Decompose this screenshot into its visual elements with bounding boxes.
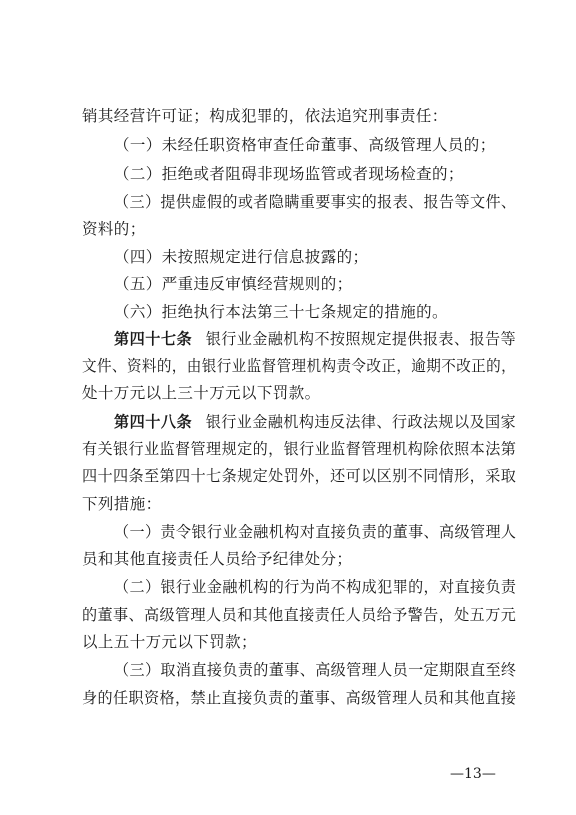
article-48-first-line: [114, 412, 516, 432]
text-line: [82, 494, 162, 514]
text-line-content: 有关银行业监督管理规定的，银行业监督管理机构除依照本法第: [82, 440, 517, 458]
list-item: [114, 577, 516, 597]
article-48-heading: 第四十八条: [114, 413, 193, 431]
list-item-text: （一）责令银行业金融机构对直接负责的董事、高级管理人: [114, 523, 517, 541]
text-line-content: 身的任职资格，禁止直接负责的董事、高级管理人员和其他直接: [82, 689, 517, 707]
text-line-content: 银行业金融机构不按照规定提供报表、报告等: [205, 330, 517, 348]
text-line: [82, 219, 146, 239]
text-line-content: 资料的；: [82, 220, 146, 238]
list-item-text: （二）银行业金融机构的行为尚不构成犯罪的，对直接负责: [114, 578, 517, 596]
list-item-text: （五）严重违反审慎经营规则的；: [114, 275, 353, 293]
text-line-content: 银行业金融机构违反法律、行政法规以及国家: [205, 413, 517, 431]
text-line-content: 处十万元以上三十万元以下罚款。: [82, 384, 321, 402]
text-line: [82, 466, 516, 486]
list-item-text: （三）取消直接负责的董事、高级管理人员一定期限直至终: [114, 661, 517, 679]
list-item-text: （六）拒绝执行本法第三十七条规定的措施的。: [114, 303, 448, 321]
list-item: [114, 164, 464, 184]
text-line-content: 的董事、高级管理人员和其他直接责任人员给予警告，处五万元: [82, 606, 517, 624]
list-item: [114, 522, 516, 542]
list-item: [114, 302, 448, 322]
text-line: [82, 439, 516, 459]
text-line-content: 下列措施：: [82, 495, 162, 513]
text-line-content: 销其经营许可证；构成犯罪的，依法追究刑事责任：: [82, 107, 448, 125]
list-item-text: （四）未按照规定进行信息披露的；: [114, 248, 369, 266]
text-line-content: 员和其他直接责任人员给予纪律处分；: [82, 550, 353, 568]
list-item: [114, 192, 516, 212]
text-line: [82, 383, 321, 403]
list-item: [114, 274, 353, 294]
list-item: [114, 660, 516, 680]
text-line-content: 文件、资料的，由银行业监督管理机构责令改正，逾期不改正的，: [82, 357, 517, 375]
article-47-heading: 第四十七条: [114, 330, 193, 348]
text-line: [82, 605, 516, 625]
text-line: [82, 106, 448, 126]
list-item-text: （二）拒绝或者阻碍非现场监管或者现场检查的；: [114, 165, 464, 183]
text-line: [82, 632, 257, 652]
list-item-text: （三）提供虚假的或者隐瞒重要事实的报表、报告等文件、: [114, 193, 517, 211]
text-line-content: 四十四条至第四十七条规定处罚外，还可以区别不同情形，采取: [82, 467, 517, 485]
list-item-text: （一）未经任职资格审查任命董事、高级管理人员的；: [114, 136, 496, 154]
page-number: —13—: [450, 766, 496, 782]
text-line: [82, 356, 516, 376]
text-line-content: 以上五十万元以下罚款；: [82, 633, 257, 651]
text-line: [82, 549, 352, 569]
article-47-first-line: [114, 329, 516, 349]
list-item: [114, 135, 496, 155]
text-line: [82, 688, 516, 708]
list-item: [114, 247, 368, 267]
